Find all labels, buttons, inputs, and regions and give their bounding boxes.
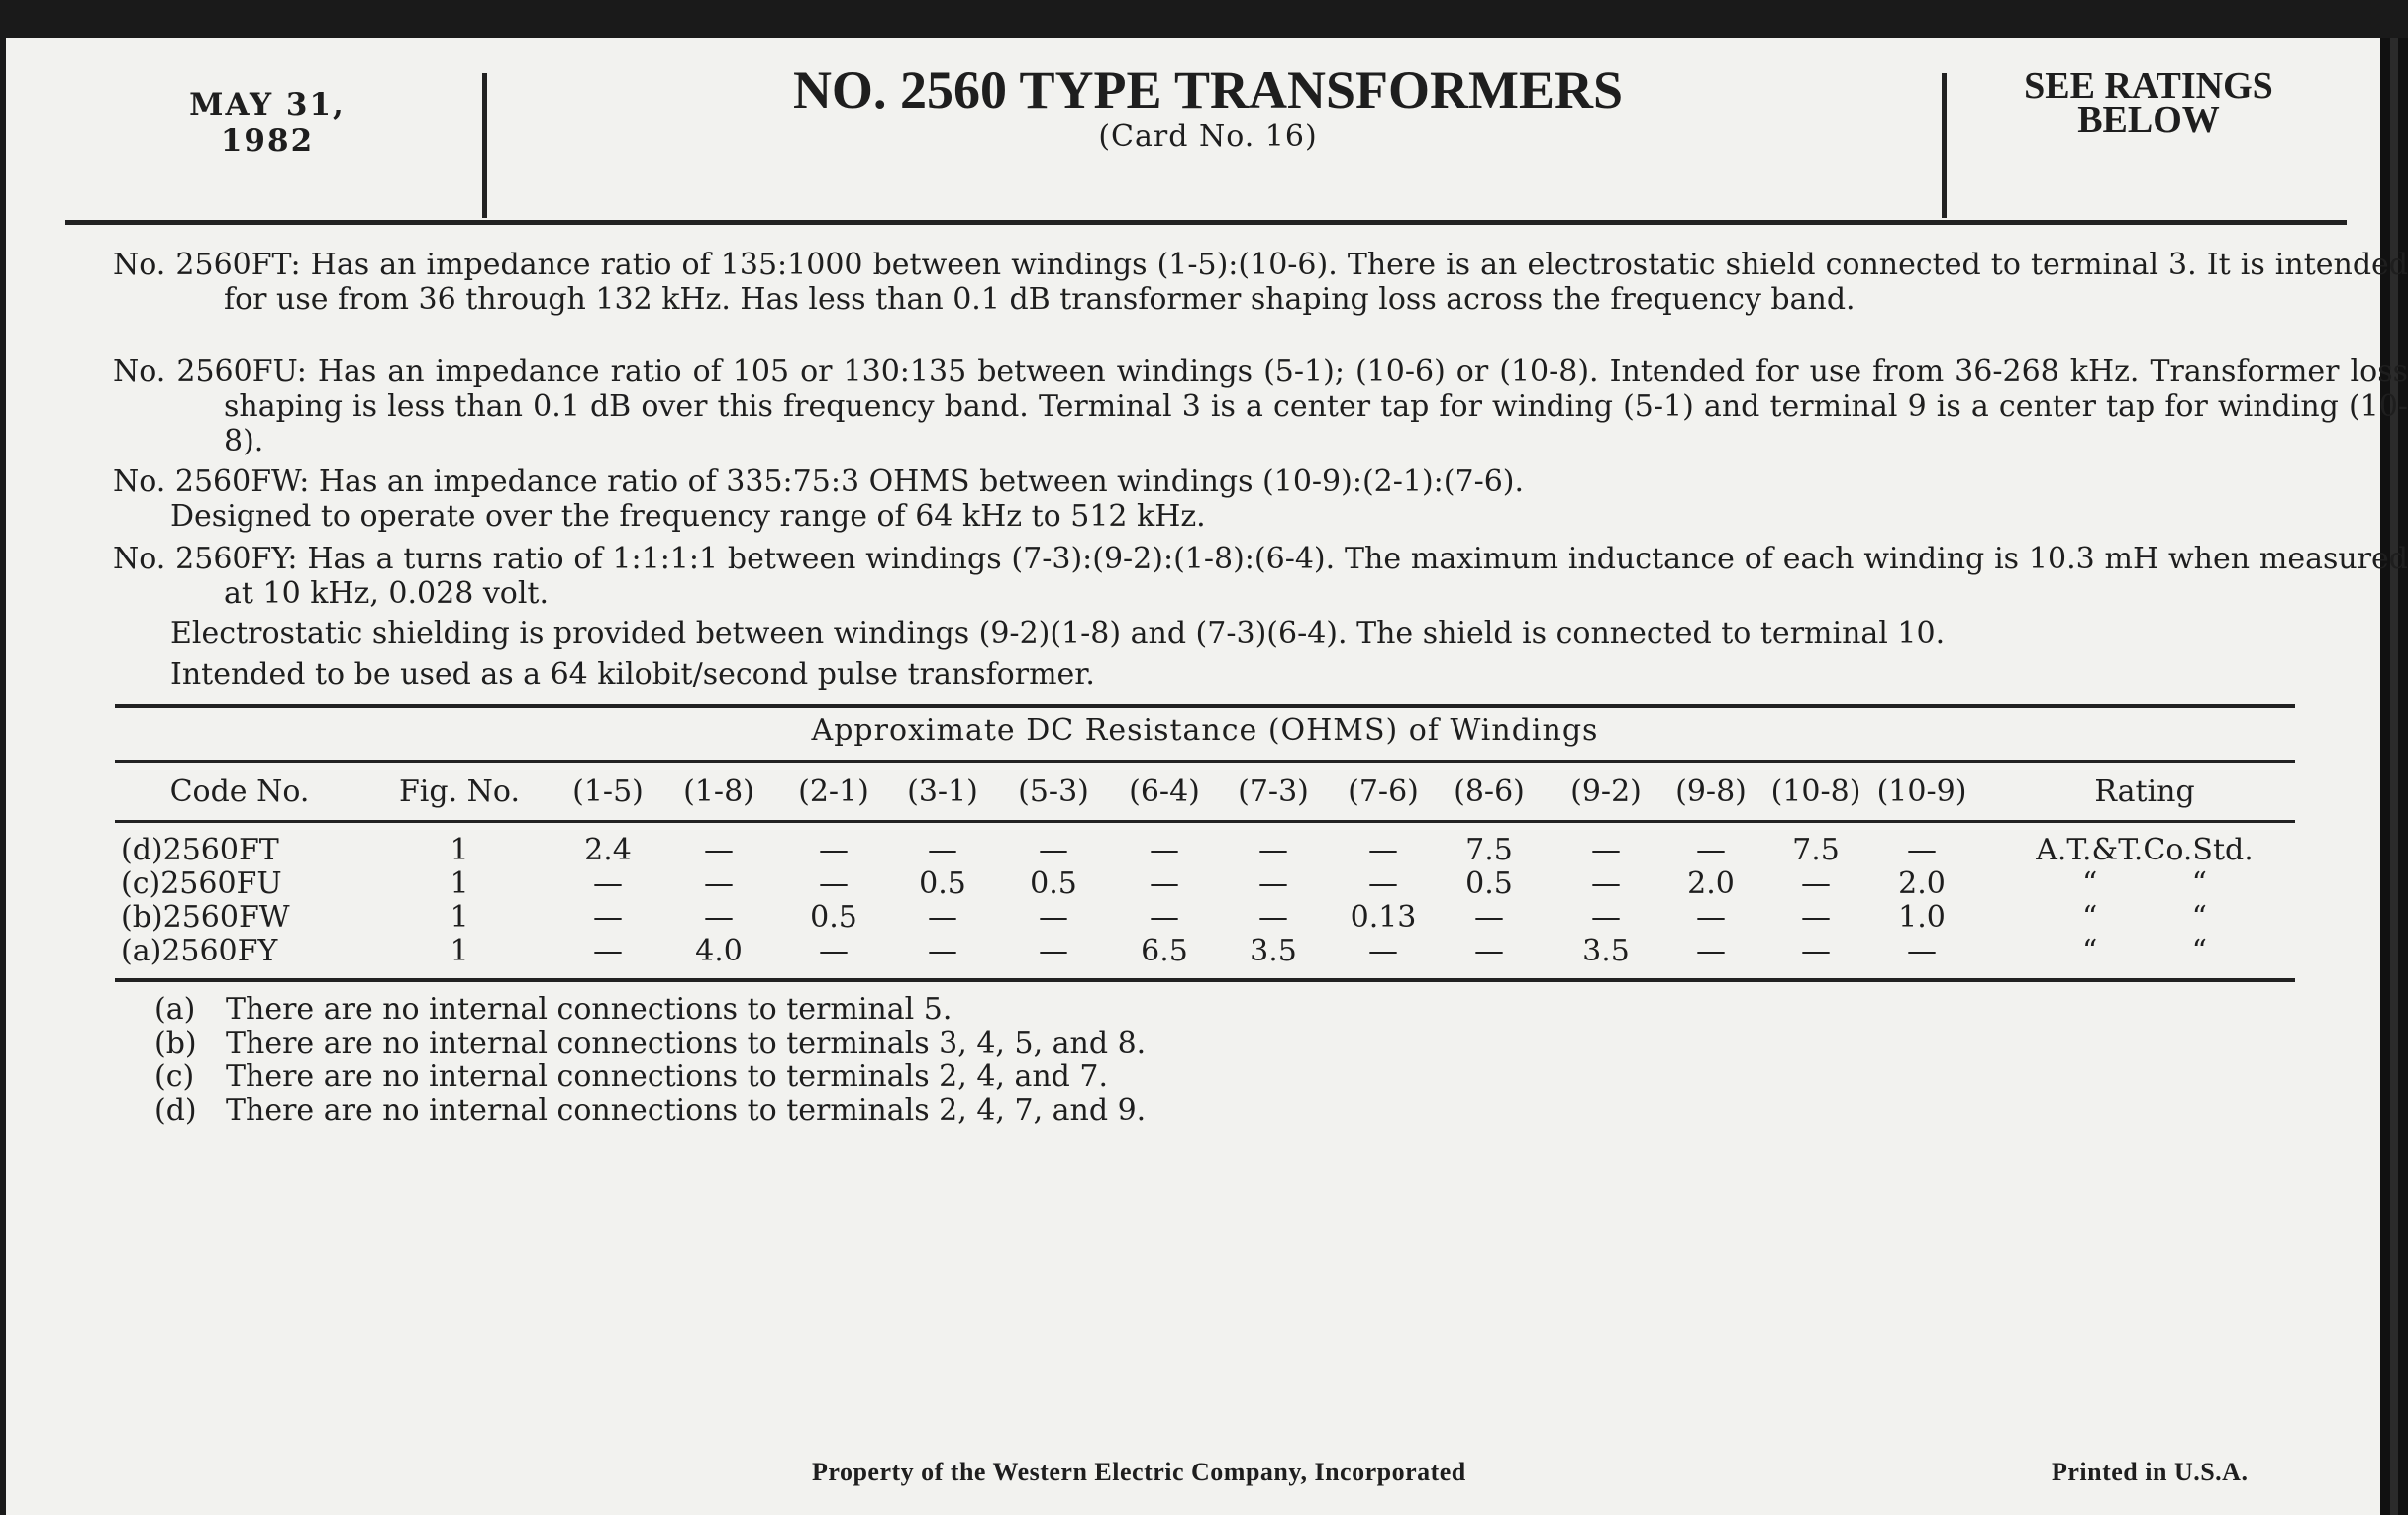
table-cell: 6.5 (1141, 934, 1188, 968)
table-cell: (d)2560FT (121, 833, 279, 867)
table-cell: “ “ (2081, 866, 2208, 901)
description-2560FU: No. 2560FU: Has an impedance ratio of 105 or 130:135 between windings (5-1); (10-6) or (10-8). Intended for use from 36-268 kHz. Transformer loss shaping is less than 0.1 dB over this frequency band. Terminal 3 is a center tap for winding (5-1) and terminal 9 is a center tap for winding (10-8). (113, 354, 2408, 458)
table-cell: — (593, 900, 623, 935)
table-cell: — (928, 900, 957, 935)
table-cell: 7.5 (1792, 833, 1840, 867)
table-header-cell: Code No. (169, 774, 310, 809)
table-bottom-rule (115, 978, 2295, 982)
table-header-cell: Rating (2094, 774, 2195, 809)
table-cell: — (1591, 866, 1621, 901)
footnote-text: There are no internal connections to terminals 3, 4, 5, and 8. (226, 1026, 1147, 1060)
table-cell: 0.5 (1465, 866, 1513, 901)
table-cell: — (1591, 833, 1621, 867)
table-cell: 2.4 (584, 833, 632, 867)
description-2560FW: No. 2560FW: Has an impedance ratio of 335:75:3 OHMS between windings (10-9):(2-1):(7-6). (113, 464, 1525, 499)
table-cell: — (704, 900, 734, 935)
footnote-tag: (b) (154, 1026, 197, 1060)
header-rule (65, 220, 2347, 225)
table-cell: — (1474, 934, 1504, 968)
table-cell: (b)2560FW (121, 900, 290, 935)
table-header-cell: Fig. No. (398, 774, 521, 809)
table-cell: A.T.&T.Co.Std. (2036, 833, 2254, 867)
table-header-cell: (9-2) (1570, 774, 1642, 809)
header-divider-right (1942, 73, 1947, 218)
table-cell: 1 (450, 866, 469, 901)
table-cell: — (593, 866, 623, 901)
table-header-cell: (9-8) (1675, 774, 1747, 809)
table-cell: — (1039, 833, 1068, 867)
table-cell: 0.5 (810, 900, 857, 935)
table-header-rule (115, 820, 2295, 823)
ratings-note-line1: SEE RATINGS (2024, 65, 2273, 107)
footnote-text: There are no internal connections to terminals 2, 4, and 7. (226, 1060, 1109, 1094)
table-cell: 4.0 (695, 934, 743, 968)
table-header-cell: (10-9) (1876, 774, 1967, 809)
table-cell: — (1591, 900, 1621, 935)
table-header-cell: (10-8) (1770, 774, 1861, 809)
table-header-cell: (6-4) (1129, 774, 1200, 809)
table-cell: — (1258, 900, 1288, 935)
table-header-cell: (1-8) (683, 774, 754, 809)
table-cell: 1.0 (1898, 900, 1946, 935)
footnote (154, 1060, 1146, 1094)
table-cell: — (928, 934, 957, 968)
table-header-cell: (2-1) (798, 774, 869, 809)
table-cell: (a)2560FY (121, 934, 278, 968)
table-cell: — (819, 934, 849, 968)
table-cell: — (1696, 833, 1726, 867)
ratings-note (1980, 65, 2317, 141)
table-cell: 1 (450, 900, 469, 935)
table-cell: — (928, 833, 957, 867)
table-cell: — (1150, 866, 1179, 901)
table-header-cell: (7-3) (1238, 774, 1309, 809)
card-date: MAY 31, 1982 (189, 87, 346, 158)
card-number: (Card No. 16) (1098, 119, 1318, 153)
table-header-cell: (5-3) (1018, 774, 1089, 809)
table-cell: — (1696, 934, 1726, 968)
table-cell: — (1368, 934, 1398, 968)
printed-in-usa: Printed in U.S.A. (2052, 1458, 2249, 1486)
table-header-cell: (7-6) (1348, 774, 1419, 809)
table-cell: — (1368, 866, 1398, 901)
table-cell: — (1150, 900, 1179, 935)
table-cell: — (1907, 934, 1937, 968)
table-cell: “ “ (2081, 900, 2208, 935)
table-title: Approximate DC Resistance (OHMS) of Windings (811, 713, 1599, 748)
table-title-rule (115, 760, 2295, 763)
footnote-tag: (a) (154, 992, 196, 1027)
table-header-cell: (3-1) (907, 774, 978, 809)
table-cell: 7.5 (1465, 833, 1513, 867)
description-2560FY-shielding: Electrostatic shielding is provided between windings (9-2)(1-8) and (7-3)(6-4). The shield is connected to terminal 10. (170, 616, 1946, 651)
property-notice: Property of the Western Electric Company, Incorporated (812, 1458, 1466, 1486)
footnote (154, 1027, 1146, 1060)
table-header-cell: (8-6) (1454, 774, 1525, 809)
footnote-tag: (c) (154, 1060, 195, 1094)
table-cell: 2.0 (1687, 866, 1735, 901)
footnotes (154, 993, 1146, 1128)
description-2560FW-range: Designed to operate over the frequency range of 64 kHz to 512 kHz. (170, 499, 1206, 534)
table-top-rule (115, 704, 2295, 708)
footnote (154, 1094, 1146, 1128)
description-2560FY: No. 2560FY: Has a turns ratio of 1:1:1:1 between windings (7-3):(9-2):(1-8):(6-4). The maximum inductance of each winding is 10.3 mH when measured at 10 kHz, 0.028 volt. (113, 542, 2408, 611)
table-cell: 3.5 (1250, 934, 1297, 968)
description-2560FT: No. 2560FT: Has an impedance ratio of 135:1000 between windings (1-5):(10-6). There is an electrostatic shield connected to terminal 3. It is intended for use from 36 through 132 kHz. Has less than 0.1 dB transformer shaping loss across the frequency band. (113, 248, 2408, 317)
ratings-note-line2: BELOW (2077, 99, 2220, 141)
table-cell: 2.0 (1898, 866, 1946, 901)
table-cell: — (1039, 900, 1068, 935)
table-cell: — (1801, 934, 1831, 968)
table-cell: — (1039, 934, 1068, 968)
table-cell: 0.13 (1350, 900, 1417, 935)
table-cell: — (1801, 866, 1831, 901)
footnote-text: There are no internal connections to terminal 5. (226, 992, 953, 1027)
table-cell: — (1907, 833, 1937, 867)
table-cell: — (819, 866, 849, 901)
page-title: NO. 2560 TYPE TRANSFORMERS (792, 60, 1624, 120)
table-cell: 1 (450, 833, 469, 867)
table-cell: 3.5 (1582, 934, 1630, 968)
table-cell: — (1150, 833, 1179, 867)
table-cell: 0.5 (919, 866, 966, 901)
table-cell: — (1474, 900, 1504, 935)
table-cell: — (1258, 866, 1288, 901)
table-cell: — (704, 866, 734, 901)
table-cell: — (1801, 900, 1831, 935)
footnote-tag: (d) (154, 1093, 197, 1128)
table-header-cell: (1-5) (572, 774, 644, 809)
table-cell: “ “ (2081, 934, 2208, 968)
table-cell: (c)2560FU (121, 866, 282, 901)
table-cell: — (704, 833, 734, 867)
table-cell: 0.5 (1030, 866, 1077, 901)
footnote (154, 993, 1146, 1027)
table-cell: — (1258, 833, 1288, 867)
table-cell: 1 (450, 934, 469, 968)
footnote-text: There are no internal connections to terminals 2, 4, 7, and 9. (226, 1093, 1147, 1128)
table-cell: — (1696, 900, 1726, 935)
description-2560FY-use: Intended to be used as a 64 kilobit/second pulse transformer. (170, 657, 1095, 692)
table-cell: — (1368, 833, 1398, 867)
table-cell: — (593, 934, 623, 968)
table-cell: — (819, 833, 849, 867)
